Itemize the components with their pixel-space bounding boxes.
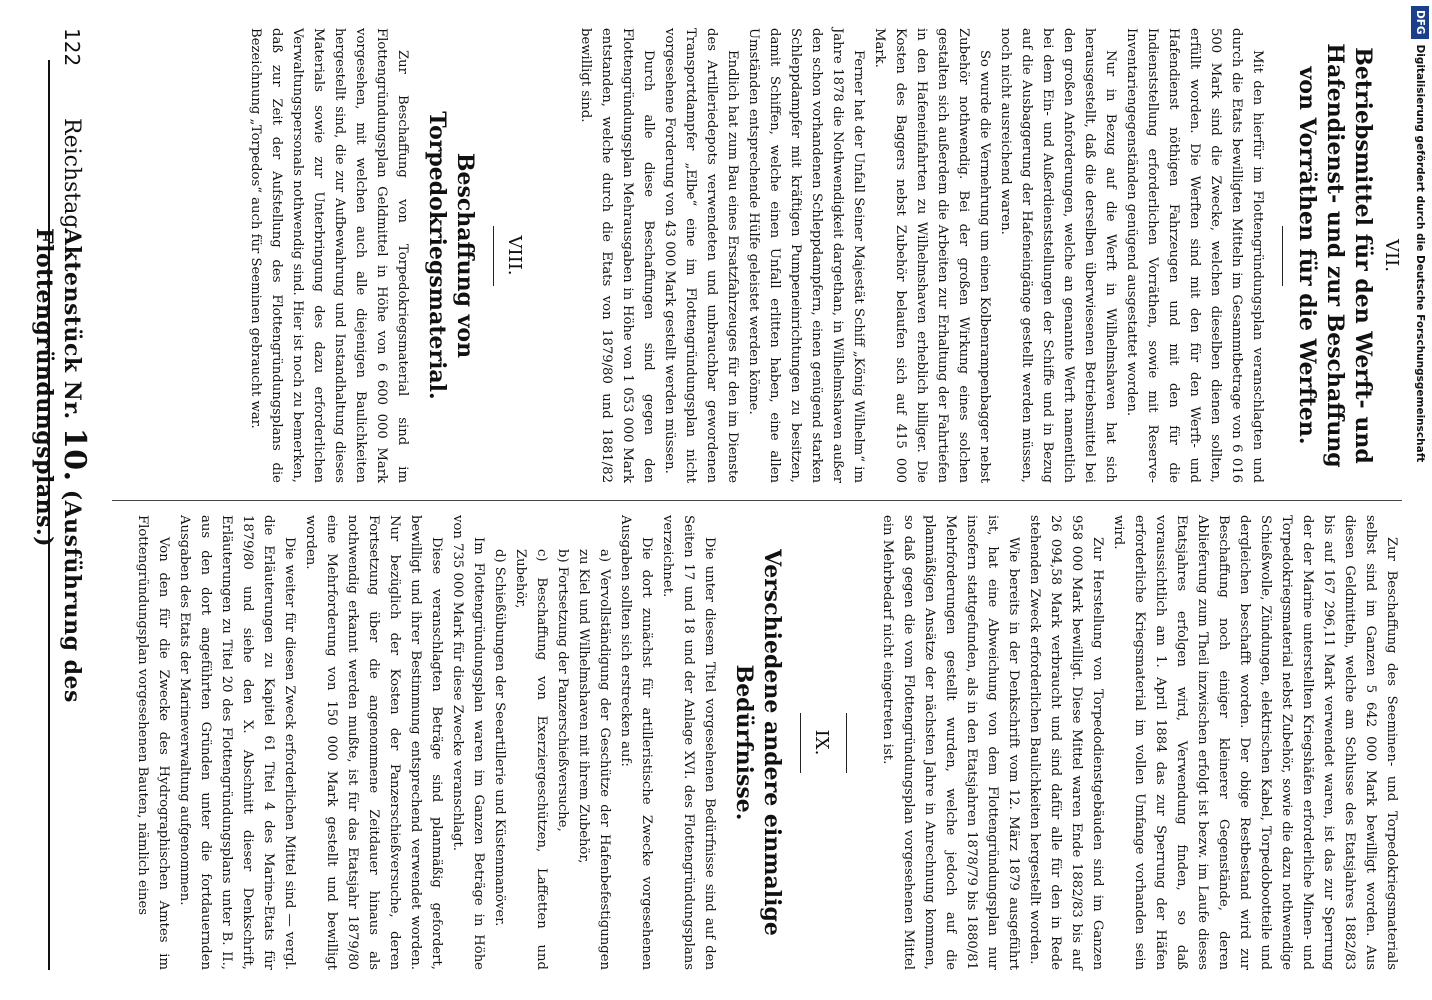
list-item: c) Beschaffung von Exerziergeschützen, Laffetten und Zubehör, xyxy=(513,549,549,970)
divider xyxy=(800,713,801,773)
paragraph: Diese veranschlagten Beträge sind planmäßig gefordert, bewilligt und ihrer Bestimmung entsprechend verwendet worden. Nur bezüglich der Kosten der Panzerschießversuche, deren Fortsetzung über die angenommene Zeitdauer hinaus als nothwendig erkannt werden mußte, ist für das Etatsjahr 1879/80 eine Mehrforderung von 150 000 Mark gestellt und bewilligt worden. xyxy=(303,515,444,970)
header-doc-topic: (Ausführung des Flottengründungsplans.) xyxy=(31,228,85,703)
list-item: b) Fortsetzung der Panzerschießversuche, xyxy=(555,549,570,832)
paragraph: Zur Beschaffung des Seeminen- und Torpedokriegsmaterials selbst sind im Ganzen 5 642 000 Mark bewilligt worden. Aus diesen Geldmitteln, welche am Schlusse des Etatsjahres 1882/83 bis auf 167 296,11 Mark verwendet waren, ist das zur Sperrung der der Marine unterstellten Kriegshäfen erforderliche Minen- und Torpedokriegsmaterial nebst Zubehör, sowie die dazu nothwendige Schießwolle, Zündungen, elektrischen Kabel, Torpedobootteile und dergleichen beschafft worden. Der obige Restbestand wird zur Beschaffung noch einiger kleinerer Gegenstände, deren Ablieferung zum Theil inzwischen erfolgt ist bezw. im Laufe dieses Etatsjahres erfolgen wird, Verwendung finden, so daß voraussichtlich am 1. April 1884 das zur Sperrung der Häfen erforderliche Kriegsmaterial im vollen Umfange vorhanden sein wird. xyxy=(1111,515,1399,970)
paragraph: So wurde die Vermehrung um einen Kolbenrampenbagger nebst Zubehör nothwendig. Bei der großen Wirkung eines solchen gestalten sich außerdem die Arbeiten zur Erhaltung der Fahrtiefen in den Hafeneinfahrten zu Wilhelmshaven erheblich billiger. Die Kosten des Baggers nebst Zubehör belaufen sich auf 415 000 Mark. xyxy=(872,28,992,483)
section-ix-heading: Verschiedene andere einmalige Bedürfnisse. xyxy=(731,549,785,936)
running-header xyxy=(31,28,92,983)
dfg-strip xyxy=(1411,6,1429,994)
column-left xyxy=(112,28,1402,483)
divider xyxy=(493,226,494,286)
section-viii-heading: Beschaffung von Torpedokriegsmaterial. xyxy=(424,111,478,400)
paragraph: Die dort zunächst für artilleristische Zwecke vorgesehenen Ausgaben sollten sich erstrecken auf: xyxy=(618,515,654,970)
paragraph: Die unter diesem Titel vorgesehenen Bedürfnisse sind auf den Seiten 17 und 18 und der Anlage XVI. des Flottengründungsplans verzeichnet. xyxy=(660,515,717,970)
column-right xyxy=(112,515,1402,970)
section-vii-numeral: VII. xyxy=(1381,239,1402,272)
header-doc-number: 10. xyxy=(57,427,92,482)
list-item: a) Vervollständigung der Geschütze der Hafenbefestigungen zu Kiel und Wilhelmshaven mit ihrem Zubehör, xyxy=(576,549,612,970)
paragraph: Durch alle diese Beschaffungen sind gegen den Flottengründungsplan Mehrausgaben in Höhe von 1 053 000 Mark entstanden, welche durch die Etats von 1879/80 und 1881/82 bewilligt sind. xyxy=(578,28,656,483)
paragraph: Endlich hat zum Bau eines Ersatzfahrzeuges für den im Dienste des Artilleriedepots verwendeten und unbrauchbar gewordenen Transportdampfer „Elbe“ eine im Flottengründungsplan nicht vorgesehene Forderung von 43 000 Mark gestellt werden müssen. xyxy=(662,28,740,483)
header-doc-prefix: Aktenstück Nr. xyxy=(59,228,85,420)
paragraph: Zur Beschaffung von Torpedokriegsmaterial sind im Flottengründungsplan Geldmittel in Höhe von 6 600 000 Mark vorgesehen, mit welchen auch alle diejenigen Baulichkeiten hergestellt sind, die zur Aufbewahrung und Instandhaltung dieses Materials sowie zur Unterbringung des dazu erforderlichen Verwaltungspersonals nothwendig sind. Hier ist noch zu bemerken, daß zur Zeit der Aufstellung des Flottengründungsplans die Bezeichnung „Torpedos“ auch für Seeminen gebraucht war. xyxy=(248,28,410,483)
column-divider xyxy=(112,500,1402,501)
paragraph: Im Flottengründungsplan waren im Ganzen Beträge in Höhe von 735 000 Mark für diese Zwecke veranschlagt. xyxy=(450,515,486,970)
header-left-label: Reichstag. xyxy=(59,118,84,236)
header-title xyxy=(31,228,92,983)
paragraph: Ferner hat der Unfall Seiner Majestät Schiff „König Wilhelm“ im Jahre 1878 die Nothwendigkeit dargethan, in Wilhelmshaven außer den schon vorhandenen Schleppdampfern, einen genügend starken Schleppdampfer mit kräftigen Pumpeneinrichtungen zu besitzen, damit Schiffen, welche einen Unfall erlitten haben, eine allen Umständen entsprechende Hülfe geleistet werden könne. xyxy=(746,28,866,483)
section-ix-numeral: IX. xyxy=(811,729,832,756)
paragraph: Von den für die Zwecke des Hydrographischen Amtes im Flottengründungsplan vorgesehenen Bauten, nämlich eines xyxy=(135,515,171,970)
paragraph: Wie bereits in der Denkschrift vom 12. März 1879 ausgeführt ist, hat eine Abweichung von dem Flottengründungsplan nur insofern stattgefunden, als in den Etatsjahren 1878/79 bis 1880/81 Mehrforderungen gestellt wurden, welche jedoch auf die planmäßigen Ansätze der nächsten Jahre in Anrechnung kommen, so daß gegen die vom Flottengründungsplan vorgesehenen Mittel ein Mehrbedarf nicht eingetreten ist. xyxy=(880,515,1021,970)
dfg-notice: Digitalisierung gefördert durch die Deutsche Forschungsgemeinschaft xyxy=(1414,44,1426,463)
paragraph: Nur in Bezug auf die Werft in Wilhelmshaven hat sich herausgestellt, daß die derselben überwiesenen Betriebsmittel bei den großen Anforderungen, welche an genannte Werft namentlich bei dem Ein- und Außerdienststellungen der Schiffe und in Bezug auf die Ausbaggerung der Hafeneingänge gestellt werden müssen, noch nicht ausreichend waren. xyxy=(998,28,1118,483)
paragraph: Mit den hierfür im Flottengründungsplan veranschlagten und durch die Etats bewilligten Mitteln im Gesammtbetrage von 6 016 500 Mark sind die Zwecke, welchen dieselben dienen sollten, erfüllt worden. Die Werften sind mit den für den Werft- und Hafendienst nöthigen Fahrzeugen und mit den für die Indienststellung erforderlichen Vorräthen, sowie mit Reserve-Inventariengegenständen genügend ausgestattet worden. xyxy=(1124,28,1265,483)
page-number: 122 xyxy=(60,28,84,67)
section-vii-heading: Betriebsmittel für den Werft- und Hafendienst- und zur Beschaffung von Vorräthen für die Werften. xyxy=(1294,43,1376,468)
divider xyxy=(846,713,847,773)
dfg-logo: DFG xyxy=(1411,6,1429,39)
list-item: d) Schießübungen der Seeartillerie und Küstenmanöver. xyxy=(492,549,507,927)
section-viii-numeral: VIII. xyxy=(504,235,525,276)
paragraph: Die weiter für diesen Zweck erforderlichen Mittel sind — vergl. die Erläuterungen zu Kapitel 61 Titel 4 des Marine-Etats für 1879/80 und siehe den X. Abschnitt dieser Denkschrift, Erläuterungen zu Titel 20 des Flottengründungsplans unter B. II., aus den dort angeführten Gründen unter die fortdauernden Ausgaben des Etats der Marineverwaltung aufgenommen. xyxy=(177,515,297,970)
dfg-strip-content xyxy=(1411,6,1429,994)
divider xyxy=(1282,226,1283,286)
paragraph: Zur Herstellung von Torpedodienstgebäuden sind im Ganzen 958 000 Mark bewilligt. Diese Mittel waren Ende 1882/83 bis auf 26 094,58 Mark verbraucht und sind dafür alle für den in Rede stehenden Zweck erforderlichen Baulichkeiten hergestellt worden. xyxy=(1027,515,1105,970)
